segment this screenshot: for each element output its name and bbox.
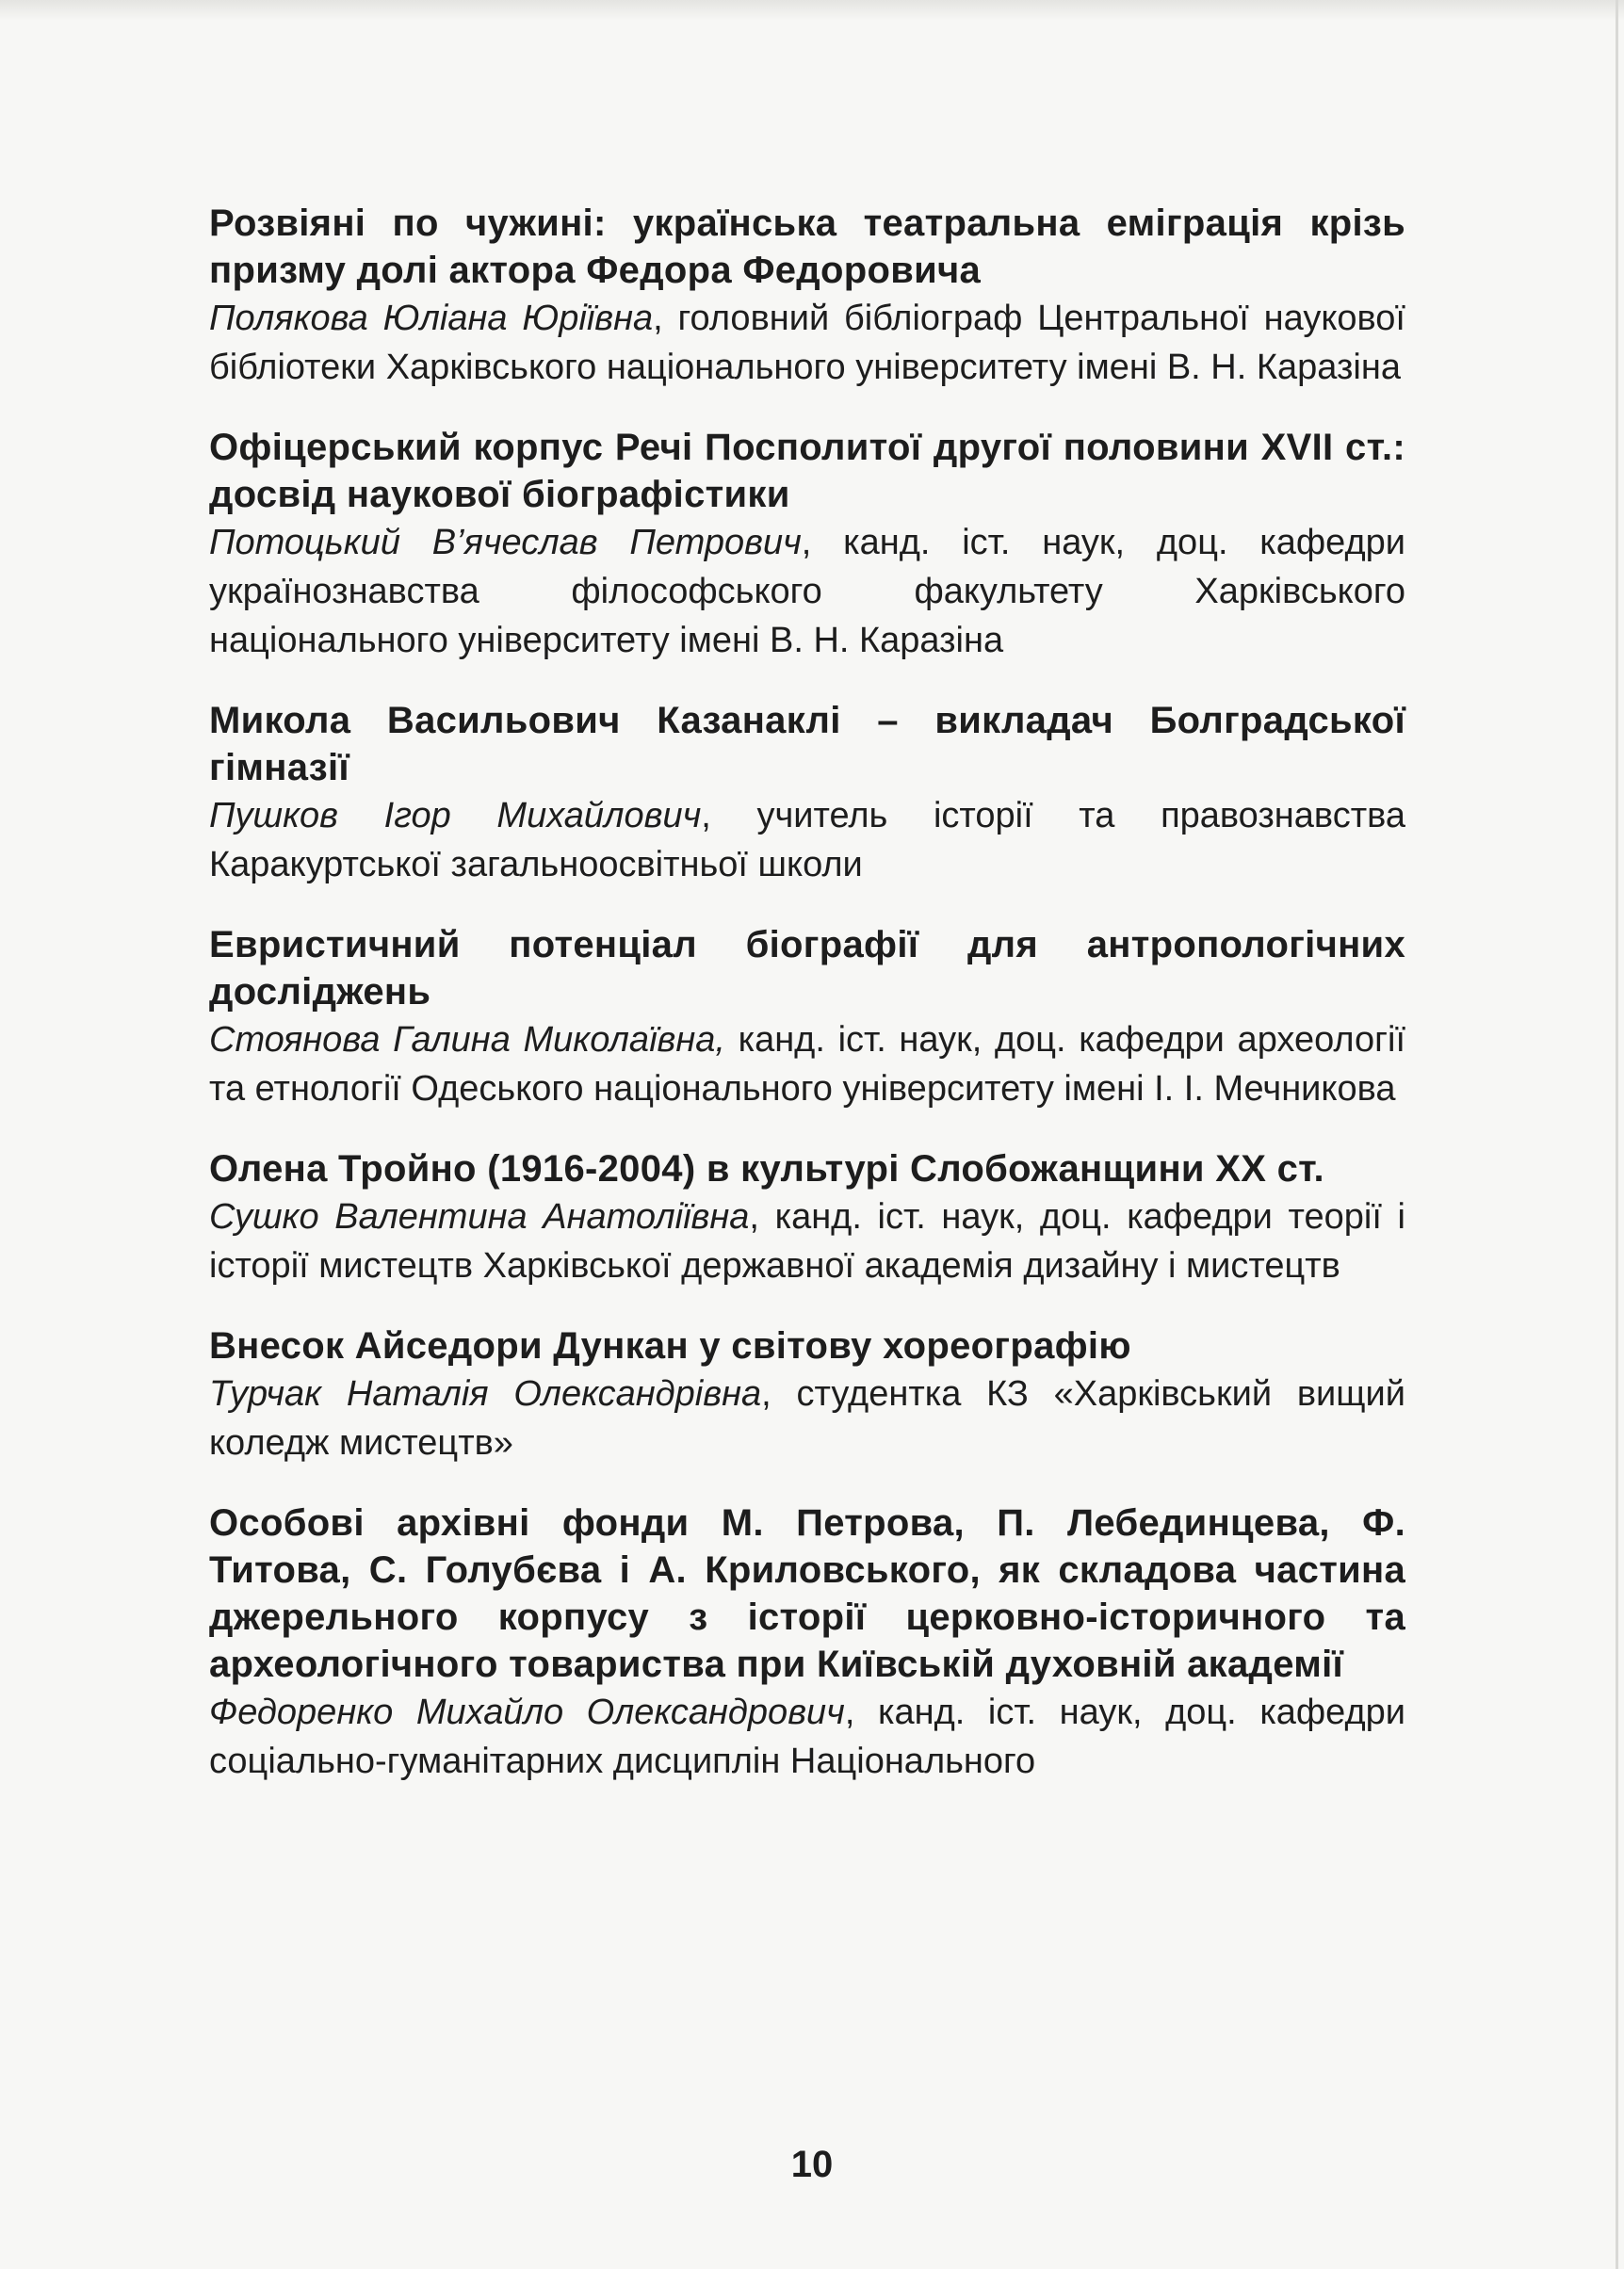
page-content [209, 200, 1405, 1818]
entry-7 [209, 1499, 1405, 1786]
entry-description [209, 518, 1405, 665]
scan-top-shadow [0, 0, 1624, 21]
scan-right-edge [1616, 0, 1618, 2269]
entry-description [209, 791, 1405, 889]
entry-description [209, 1688, 1405, 1786]
entry-4 [209, 921, 1405, 1113]
entry-author: Потоцький В’ячеслав Петрович [209, 523, 802, 562]
page-number: 10 [790, 2144, 834, 2185]
entry-2 [209, 424, 1405, 665]
entry-title: Евристичний потенціал біографії для антропологічних досліджень [209, 924, 1405, 1013]
entry-description [209, 1015, 1405, 1113]
entry-1 [209, 200, 1405, 392]
entry-description [209, 1370, 1405, 1467]
entry-affiliation: , головний бібліограф Центральної наукової бібліотеки Харківського національного університету імені В. Н. Каразіна [209, 299, 1405, 387]
entry-author: Турчак Наталія Олександрівна [209, 1374, 762, 1414]
entry-author: Сушко Валентина Анатоліївна [209, 1197, 750, 1237]
entry-3 [209, 697, 1405, 889]
entry-affiliation: , учитель історії та правознавства Каракуртської загальноосвітньої школи [209, 796, 1405, 884]
entry-title: Особові архівні фонди М. Петрова, П. Лебединцева, Ф. Титова, С. Голубєва і А. Криловського, як складова частина джерельного корпусу з історії церковно-історичного та археологічного товариства при Київській духовній академії [209, 1502, 1405, 1685]
entry-title: Офіцерський корпус Речі Посполитої другої половини XVII ст.: досвід наукової біографістики [209, 427, 1405, 515]
entry-affiliation: , канд. іст. наук, доц. кафедри теорії і історії мистецтв Харківської державної академія дизайну і мистецтв [209, 1197, 1405, 1286]
entry-description [209, 294, 1405, 392]
entry-5 [209, 1145, 1405, 1290]
entry-author: Полякова Юліана Юріївна [209, 299, 654, 338]
entry-affiliation: , канд. іст. наук, доц. кафедри соціально-гуманітарних дисциплін Національного [209, 1693, 1406, 1781]
entry-title: Розвіяні по чужині: українська театральна еміграція крізь призму долі актора Федора Федоровича [209, 203, 1405, 291]
entry-affiliation: , канд. іст. наук, доц. кафедри українознавства філософського факультету Харківського національного університету імені В. Н. Каразіна [209, 523, 1405, 660]
entry-author: Стоянова Галина Миколаївна, [209, 1020, 725, 1060]
entry-title: Внесок Айседори Дункан у світову хореографію [209, 1325, 1131, 1367]
entry-title: Микола Васильович Казанаклі – викладач Болградської гімназії [209, 700, 1405, 788]
entry-author: Пушков Ігор Михайлович [209, 796, 702, 835]
entry-affiliation: канд. іст. наук, доц. кафедри археології та етнології Одеського національного університету імені І. І. Мечникова [209, 1020, 1405, 1109]
entry-6 [209, 1322, 1405, 1467]
entry-description [209, 1192, 1405, 1290]
entry-affiliation: , студентка КЗ «Харківський вищий коледж мистецтв» [209, 1374, 1405, 1463]
entry-title: Олена Тройно (1916-2004) в культурі Слобожанщини XX ст. [209, 1148, 1324, 1190]
entry-author: Федоренко Михайло Олександрович [209, 1693, 845, 1732]
